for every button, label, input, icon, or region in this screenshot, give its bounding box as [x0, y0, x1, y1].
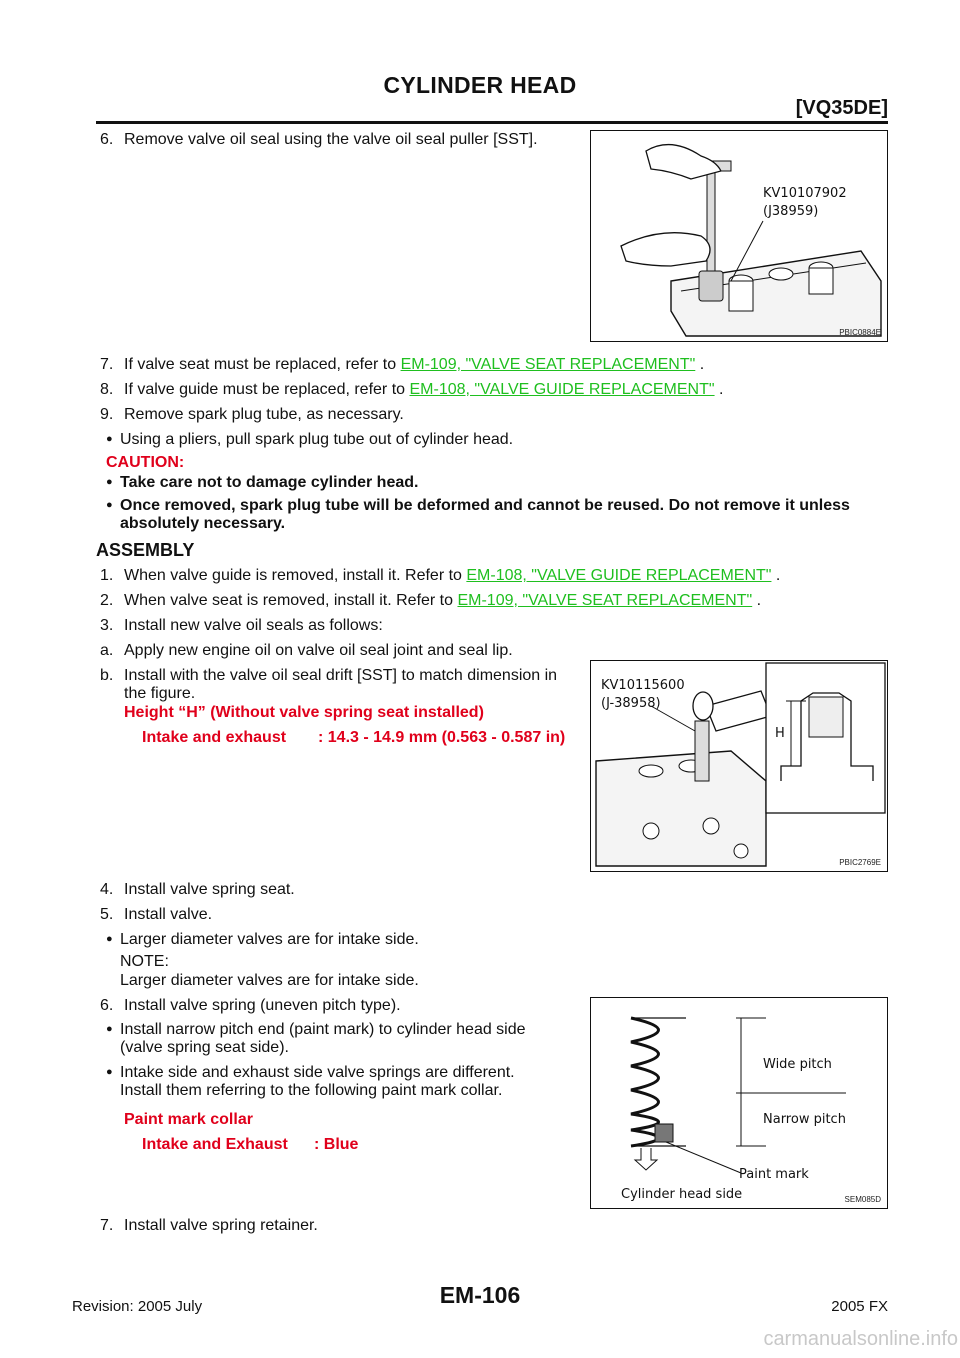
step-number: 7. [100, 1217, 114, 1234]
step-number: 8. [100, 381, 114, 398]
bullet-text: Install narrow pitch end (paint mark) to cylinder head side [120, 1021, 526, 1038]
assembly-step-2 [100, 591, 761, 610]
figure-valve-spring-pitch [590, 997, 888, 1209]
bullet-pliers [106, 430, 513, 449]
figure-cylinder-head-side: Cylinder head side [621, 1187, 743, 1202]
step-text: Install with the valve oil seal drift [SST] to match dimension in [124, 667, 558, 684]
step-text: Install new valve oil seals as follows: [124, 617, 383, 634]
figure-tool-number: KV10115600 [601, 678, 685, 693]
step-number: 7. [100, 356, 114, 373]
bullet-larger-valves [106, 930, 419, 949]
step-text: Install valve spring seat. [124, 881, 295, 898]
link-valve-guide-replacement[interactable]: EM-108, "VALVE GUIDE REPLACEMENT" [409, 381, 715, 398]
spec-height-title: Height “H” (Without valve spring seat installed) [124, 704, 484, 721]
step-number: 6. [100, 131, 114, 148]
section-heading-assembly: ASSEMBLY [96, 540, 195, 560]
step-number: 9. [100, 406, 114, 423]
figure-tool-alt: (J-38958) [601, 696, 661, 711]
note-label: NOTE: [120, 953, 169, 970]
link-valve-seat-replacement[interactable]: EM-109, "VALVE SEAT REPLACEMENT" [400, 356, 696, 373]
step-text: Install valve. [124, 906, 213, 923]
step-number: a. [100, 642, 114, 659]
figure-tool-number: KV10107902 [763, 186, 847, 201]
step-7-valve-seat [100, 355, 704, 374]
step-number: b. [100, 667, 114, 684]
step-suffix: . [771, 567, 781, 584]
caution-item-2-cont: absolutely necessary. [120, 515, 286, 532]
step-suffix: . [752, 592, 762, 609]
spec-paint-title: Paint mark collar [124, 1111, 253, 1128]
page-title: CYLINDER HEAD [383, 72, 577, 98]
bullet-springs-different [106, 1063, 515, 1082]
figure-paint-mark: Paint mark [739, 1167, 809, 1182]
spec-height-label: Intake and exhaust [142, 729, 287, 746]
footer-model: 2005 FX [831, 1298, 888, 1315]
caution-text: Take care not to damage cylinder head. [120, 474, 419, 491]
caution-item-2 [106, 496, 850, 515]
assembly-step-a [100, 641, 513, 660]
step-6-remove-seal [100, 130, 538, 149]
step-suffix: . [714, 381, 724, 398]
bullet-text: Intake side and exhaust side valve springs are different. [120, 1064, 515, 1081]
step-text: When valve seat is removed, install it. Refer to [124, 592, 458, 609]
watermark: carmanualsonline.info [763, 1328, 958, 1350]
step-text: Remove spark plug tube, as necessary. [124, 406, 404, 423]
bullet-icon: ● [106, 499, 113, 511]
step-9-spark-plug-tube [100, 405, 404, 424]
bullet-icon: ● [106, 476, 113, 488]
step-8-valve-guide [100, 380, 723, 399]
step-number: 4. [100, 881, 114, 898]
caution-text: Once removed, spark plug tube will be deformed and cannot be reused. Do not remove it unless [120, 497, 850, 514]
caution-label: CAUTION: [106, 454, 185, 471]
step-number: 6. [100, 997, 114, 1014]
bullet-narrow-pitch-cont: (valve spring seat side). [120, 1039, 289, 1056]
figure-illustration [591, 998, 887, 1208]
step-text: When valve guide is removed, install it. Refer to [124, 567, 467, 584]
step-number: 3. [100, 617, 114, 634]
step-number: 2. [100, 592, 114, 609]
spec-height-value: : 14.3 - 14.9 mm (0.563 - 0.587 in) [318, 729, 566, 746]
assembly-step-5 [100, 905, 212, 924]
assembly-step-7 [100, 1216, 318, 1235]
step-text: Install valve spring (uneven pitch type). [124, 997, 401, 1014]
figure-valve-oil-seal-puller [590, 130, 888, 342]
figure-tool-alt: (J38959) [763, 204, 819, 219]
step-number: 5. [100, 906, 114, 923]
step-text: Remove valve oil seal using the valve oil seal puller [SST]. [124, 131, 538, 148]
step-suffix: . [695, 356, 705, 373]
assembly-step-1 [100, 566, 780, 585]
note-text: Larger diameter valves are for intake side. [120, 972, 419, 989]
figure-wide-pitch: Wide pitch [763, 1057, 832, 1072]
assembly-step-4 [100, 880, 295, 899]
figure-narrow-pitch: Narrow pitch [763, 1112, 846, 1127]
step-text: If valve seat must be replaced, refer to [124, 356, 401, 373]
bullet-icon: ● [106, 433, 113, 445]
figure-valve-oil-seal-drift [590, 660, 888, 872]
figure-height-label: H [775, 726, 785, 741]
assembly-step-b-cont: the figure. [124, 685, 196, 702]
bullet-text: Using a pliers, pull spark plug tube out of cylinder head. [120, 431, 514, 448]
figure-illustration [591, 661, 887, 871]
spec-paint-value: : Blue [314, 1136, 359, 1153]
bullet-springs-different-cont: Install them referring to the following paint mark collar. [120, 1082, 503, 1099]
figure-code: SEM085D [844, 1195, 881, 1204]
page-number: EM-106 [439, 1282, 521, 1308]
spec-paint-label: Intake and Exhaust [142, 1136, 288, 1153]
link-valve-seat-replacement[interactable]: EM-109, "VALVE SEAT REPLACEMENT" [457, 592, 753, 609]
step-text: Apply new engine oil on valve oil seal joint and seal lip. [124, 642, 513, 659]
figure-code: PBIC0884E [839, 328, 881, 337]
assembly-step-6 [100, 996, 401, 1015]
bullet-icon: ● [106, 1066, 113, 1078]
caution-item-1 [106, 473, 418, 492]
bullet-narrow-pitch [106, 1020, 526, 1039]
bullet-text: Larger diameter valves are for intake side. [120, 931, 419, 948]
step-text: If valve guide must be replaced, refer to [124, 381, 410, 398]
header-rule [96, 121, 888, 124]
step-number: 1. [100, 567, 114, 584]
figure-code: PBIC2769E [839, 858, 881, 867]
engine-model: [VQ35DE] [795, 97, 888, 119]
step-text: Install valve spring retainer. [124, 1217, 318, 1234]
figure-illustration [591, 131, 887, 341]
bullet-icon: ● [106, 933, 113, 945]
link-valve-guide-replacement[interactable]: EM-108, "VALVE GUIDE REPLACEMENT" [466, 567, 772, 584]
assembly-step-b [100, 666, 557, 685]
bullet-icon: ● [106, 1023, 113, 1035]
assembly-step-3 [100, 616, 383, 635]
footer-revision: Revision: 2005 July [72, 1298, 203, 1315]
